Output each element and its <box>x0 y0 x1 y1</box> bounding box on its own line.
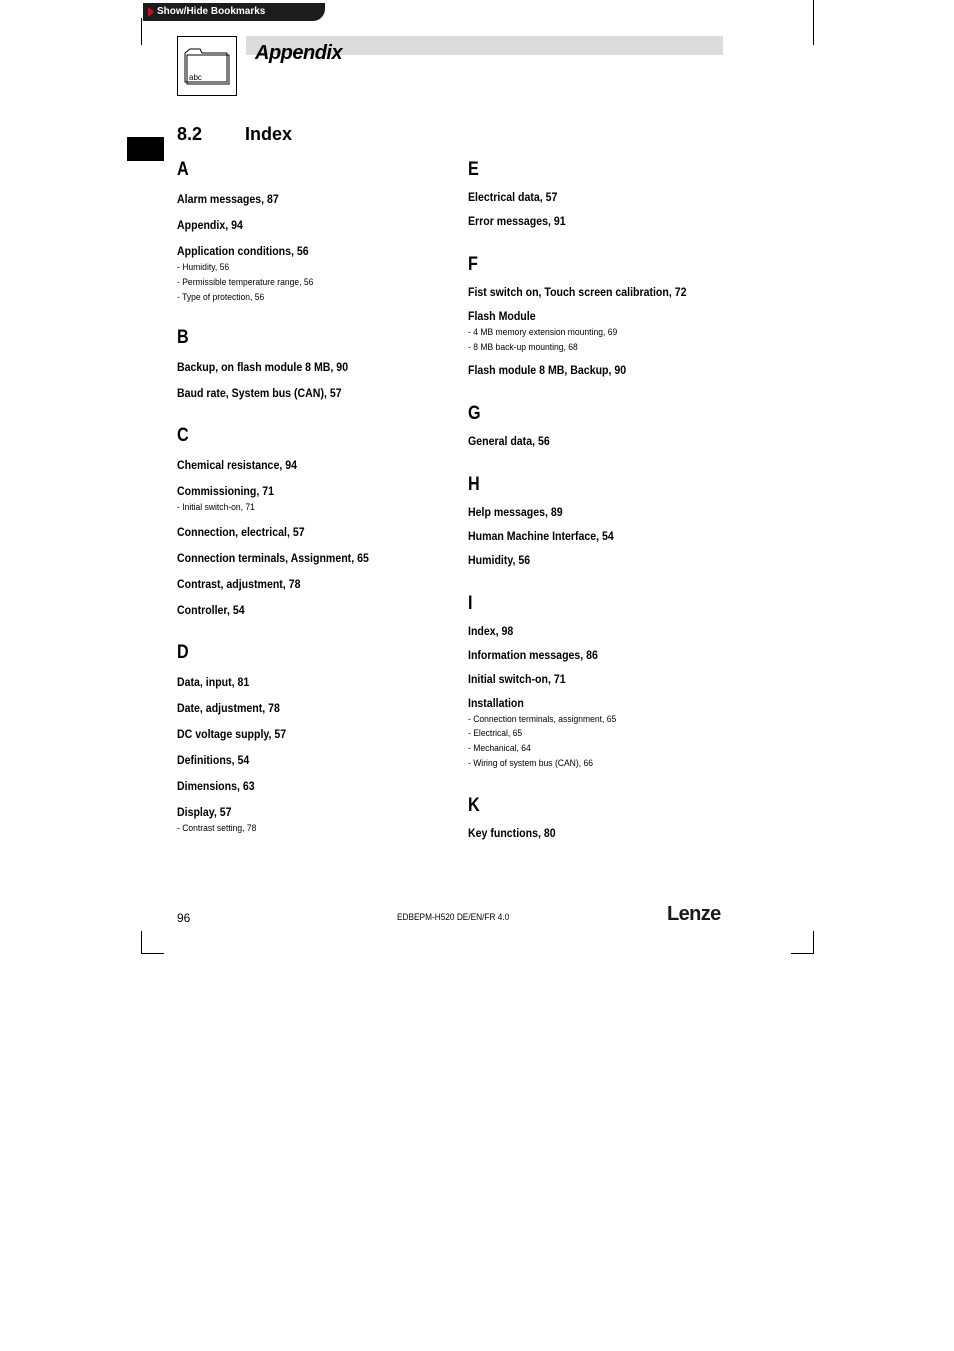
index-entry[interactable]: Index, 98 <box>468 625 514 638</box>
index-entry[interactable]: Help messages, 89 <box>468 506 563 519</box>
index-subentry[interactable] <box>468 326 617 341</box>
index-entry[interactable]: Installation <box>468 697 524 710</box>
subentry-text: Initial switch-on, 71 <box>182 502 255 514</box>
crop-mark-top-right <box>813 0 814 45</box>
chapter-side-marker <box>127 137 164 161</box>
index-entry[interactable]: Information messages, 86 <box>468 649 598 662</box>
document-code: EDBEPM-H520 DE/EN/FR 4.0 <box>397 912 510 922</box>
index-entry[interactable]: Fist switch on, Touch screen calibration, 72 <box>468 287 687 299</box>
index-letter-c: C <box>177 425 189 447</box>
index-letter-f: F <box>468 254 478 275</box>
index-entry[interactable]: Backup, on flash module 8 MB, 90 <box>177 362 349 375</box>
index-letter-d: D <box>177 642 189 664</box>
index-letter-i: I <box>468 592 473 614</box>
index-letter-g: G <box>468 402 481 424</box>
subentry-dash: - <box>468 743 474 755</box>
crop-mark-bottom-right-v <box>813 931 814 954</box>
subentry-text: Humidity, 56 <box>182 262 230 273</box>
index-subentry[interactable] <box>468 742 531 757</box>
index-subentry[interactable] <box>177 822 256 837</box>
subentry-dash: - <box>177 823 183 835</box>
subentry-text: Contrast setting, 78 <box>182 823 257 835</box>
index-letter-b: B <box>177 327 189 349</box>
subentry-text: 4 MB memory extension mounting, 69 <box>473 327 618 338</box>
subentry-text: Permissible temperature range, 56 <box>182 276 314 288</box>
show-hide-bookmarks-button[interactable] <box>143 3 325 21</box>
index-entry[interactable]: Dimensions, 63 <box>177 781 255 794</box>
index-entry[interactable]: Baud rate, System bus (CAN), 57 <box>177 388 342 401</box>
index-subentry[interactable] <box>468 757 593 772</box>
index-subentry[interactable] <box>468 727 522 742</box>
subentry-dash: - <box>468 341 474 353</box>
index-letter-h: H <box>468 473 480 495</box>
index-entry[interactable]: Electrical data, 57 <box>468 192 558 204</box>
index-entry[interactable]: Humidity, 56 <box>468 554 531 567</box>
index-subentry[interactable] <box>177 276 313 291</box>
index-letter-a: A <box>177 159 189 180</box>
index-entry[interactable]: Definitions, 54 <box>177 755 250 768</box>
index-entry[interactable]: Initial switch-on, 71 <box>468 673 566 686</box>
index-subentry[interactable] <box>468 713 616 728</box>
index-subentry[interactable] <box>177 291 264 306</box>
page-number: 96 <box>177 911 191 925</box>
folder-abc-icon <box>177 36 237 96</box>
index-entry[interactable]: Date, adjustment, 78 <box>177 703 280 716</box>
index-letter-k: K <box>468 794 480 816</box>
subentry-dash: - <box>177 502 183 514</box>
subentry-text: 8 MB back-up mounting, 68 <box>473 341 578 353</box>
index-entry[interactable]: Connection, electrical, 57 <box>177 527 305 540</box>
subentry-text: Electrical, 65 <box>473 728 523 740</box>
subentry-dash: - <box>468 758 474 769</box>
subentry-text: Type of protection, 56 <box>182 291 265 303</box>
index-entry[interactable]: Appendix, 94 <box>177 220 243 232</box>
index-entry[interactable]: Data, input, 81 <box>177 677 250 690</box>
index-entry[interactable]: General data, 56 <box>468 435 550 448</box>
subentry-dash: - <box>177 291 183 303</box>
folder-icon-text: abc <box>189 73 202 82</box>
subentry-text: Connection terminals, assignment, 65 <box>473 713 617 725</box>
subentry-dash: - <box>468 728 474 740</box>
index-entry[interactable]: Commissioning, 71 <box>177 486 275 499</box>
index-subentry[interactable] <box>177 261 229 276</box>
crop-mark-top-left <box>141 18 142 45</box>
crop-mark-bottom-left-v <box>141 931 142 954</box>
index-subentry[interactable] <box>177 501 255 516</box>
subentry-dash: - <box>468 713 474 725</box>
index-entry[interactable]: Display, 57 <box>177 807 232 820</box>
lenze-logo: Lenze <box>667 903 721 925</box>
index-entry[interactable]: Error messages, 91 <box>468 216 566 228</box>
index-entry[interactable]: Alarm messages, 87 <box>177 194 279 206</box>
index-entry[interactable]: DC voltage supply, 57 <box>177 729 287 742</box>
crop-mark-bottom-left-h <box>141 953 164 954</box>
subentry-dash: - <box>177 262 183 273</box>
subentry-dash: - <box>177 276 183 288</box>
chapter-title: Appendix <box>255 42 343 64</box>
subentry-dash: - <box>468 327 474 338</box>
index-letter-e: E <box>468 159 479 180</box>
crop-mark-bottom-right-h <box>791 953 814 954</box>
index-entry[interactable]: Application conditions, 56 <box>177 246 309 258</box>
index-entry[interactable]: Chemical resistance, 94 <box>177 460 297 473</box>
index-subentry[interactable] <box>468 341 578 356</box>
subentry-text: Mechanical, 64 <box>473 743 531 755</box>
subentry-text: Wiring of system bus (CAN), 66 <box>473 758 593 769</box>
section-number: 8.2 <box>177 124 203 144</box>
index-entry[interactable]: Flash Module <box>468 311 536 323</box>
index-entry[interactable]: Flash module 8 MB, Backup, 90 <box>468 364 627 377</box>
index-entry[interactable]: Contrast, adjustment, 78 <box>177 579 301 592</box>
index-entry[interactable]: Key functions, 80 <box>468 827 556 840</box>
triangle-right-icon <box>148 7 154 17</box>
index-entry[interactable]: Human Machine Interface, 54 <box>468 530 614 543</box>
index-entry[interactable]: Controller, 54 <box>177 605 245 618</box>
section-title: Index <box>245 124 293 144</box>
bookmarks-label: Show/Hide Bookmarks <box>157 6 266 17</box>
index-entry[interactable]: Connection terminals, Assignment, 65 <box>177 553 369 566</box>
